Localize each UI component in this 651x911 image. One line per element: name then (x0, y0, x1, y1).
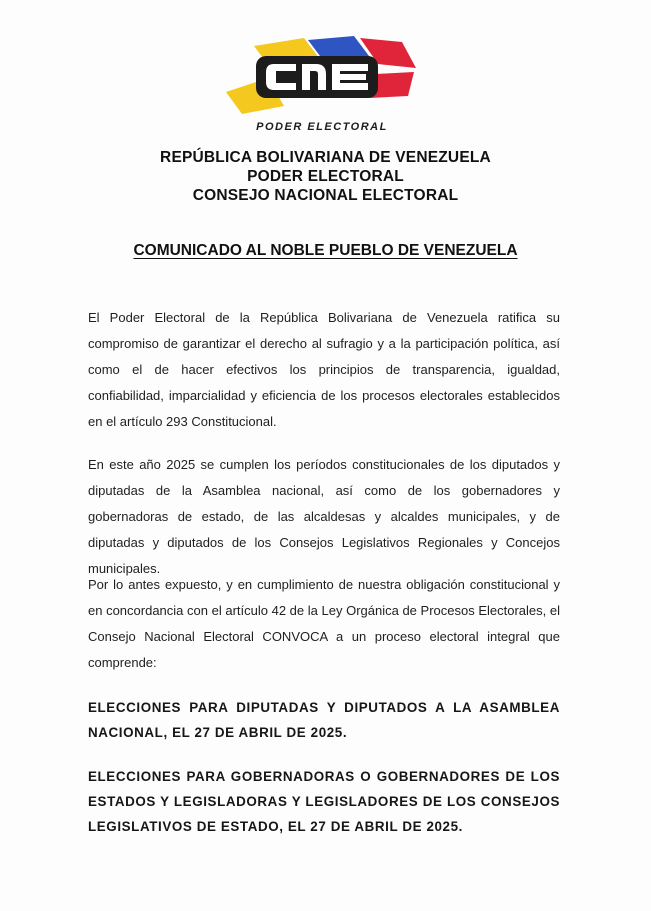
cne-logo-graphic (222, 34, 422, 136)
header-republic: REPÚBLICA BOLIVARIANA DE VENEZUELA (160, 149, 491, 166)
election-item-2: ELECCIONES PARA GOBERNADORAS O GOBERNADORES DE LOS ESTADOS Y LEGISLADORAS Y LEGISLADORES DE LOS CONSEJOS LEGISLATIVOS DE ESTADO, EL 27 DE ABRIL DE 2025. (88, 769, 560, 834)
body-paragraph-1: El Poder Electoral de la República Bolivariana de Venezuela ratifica su compromiso de garantizar el derecho al sufragio y a la participación política, así como el de hacer efectivos los principios de transparencia, igualdad, confiabilidad, imparcialidad y eficiencia de los procesos electorales establecidos en el artículo 293 Constitucional. (88, 310, 560, 429)
document-title-wrapper (0, 242, 651, 260)
election-item-1: ELECCIONES PARA DIPUTADAS Y DIPUTADOS A LA ASAMBLEA NACIONAL, EL 27 DE ABRIL DE 2025. (88, 700, 560, 740)
logo-letter-e (332, 64, 368, 90)
document-title: COMUNICADO AL NOBLE PUEBLO DE VENEZUELA (133, 242, 518, 259)
body-paragraph-3: Por lo antes expuesto, y en cumplimiento de nuestra obligación constitucional y en concordancia con el artículo 42 de la Ley Orgánica de Procesos Electorales, el Consejo Nacional Electoral CONVOCA a un proceso electoral integral que comprende: (88, 577, 560, 670)
logo-tagline: PODER ELECTORAL (256, 121, 388, 133)
cne-logo (222, 34, 422, 136)
body-paragraph-2: En este año 2025 se cumplen los períodos constitucionales de los diputados y diputadas de la Asamblea nacional, así como de los gobernadores y gobernadoras de estado, de las alcaldesas y alcaldes municipales, y de diputadas y diputados de los Consejos Legislativos Regionales y Concejos municipales. (88, 457, 560, 576)
header-poder-electoral: PODER ELECTORAL (247, 168, 404, 185)
header-consejo: CONSEJO NACIONAL ELECTORAL (192, 187, 459, 204)
